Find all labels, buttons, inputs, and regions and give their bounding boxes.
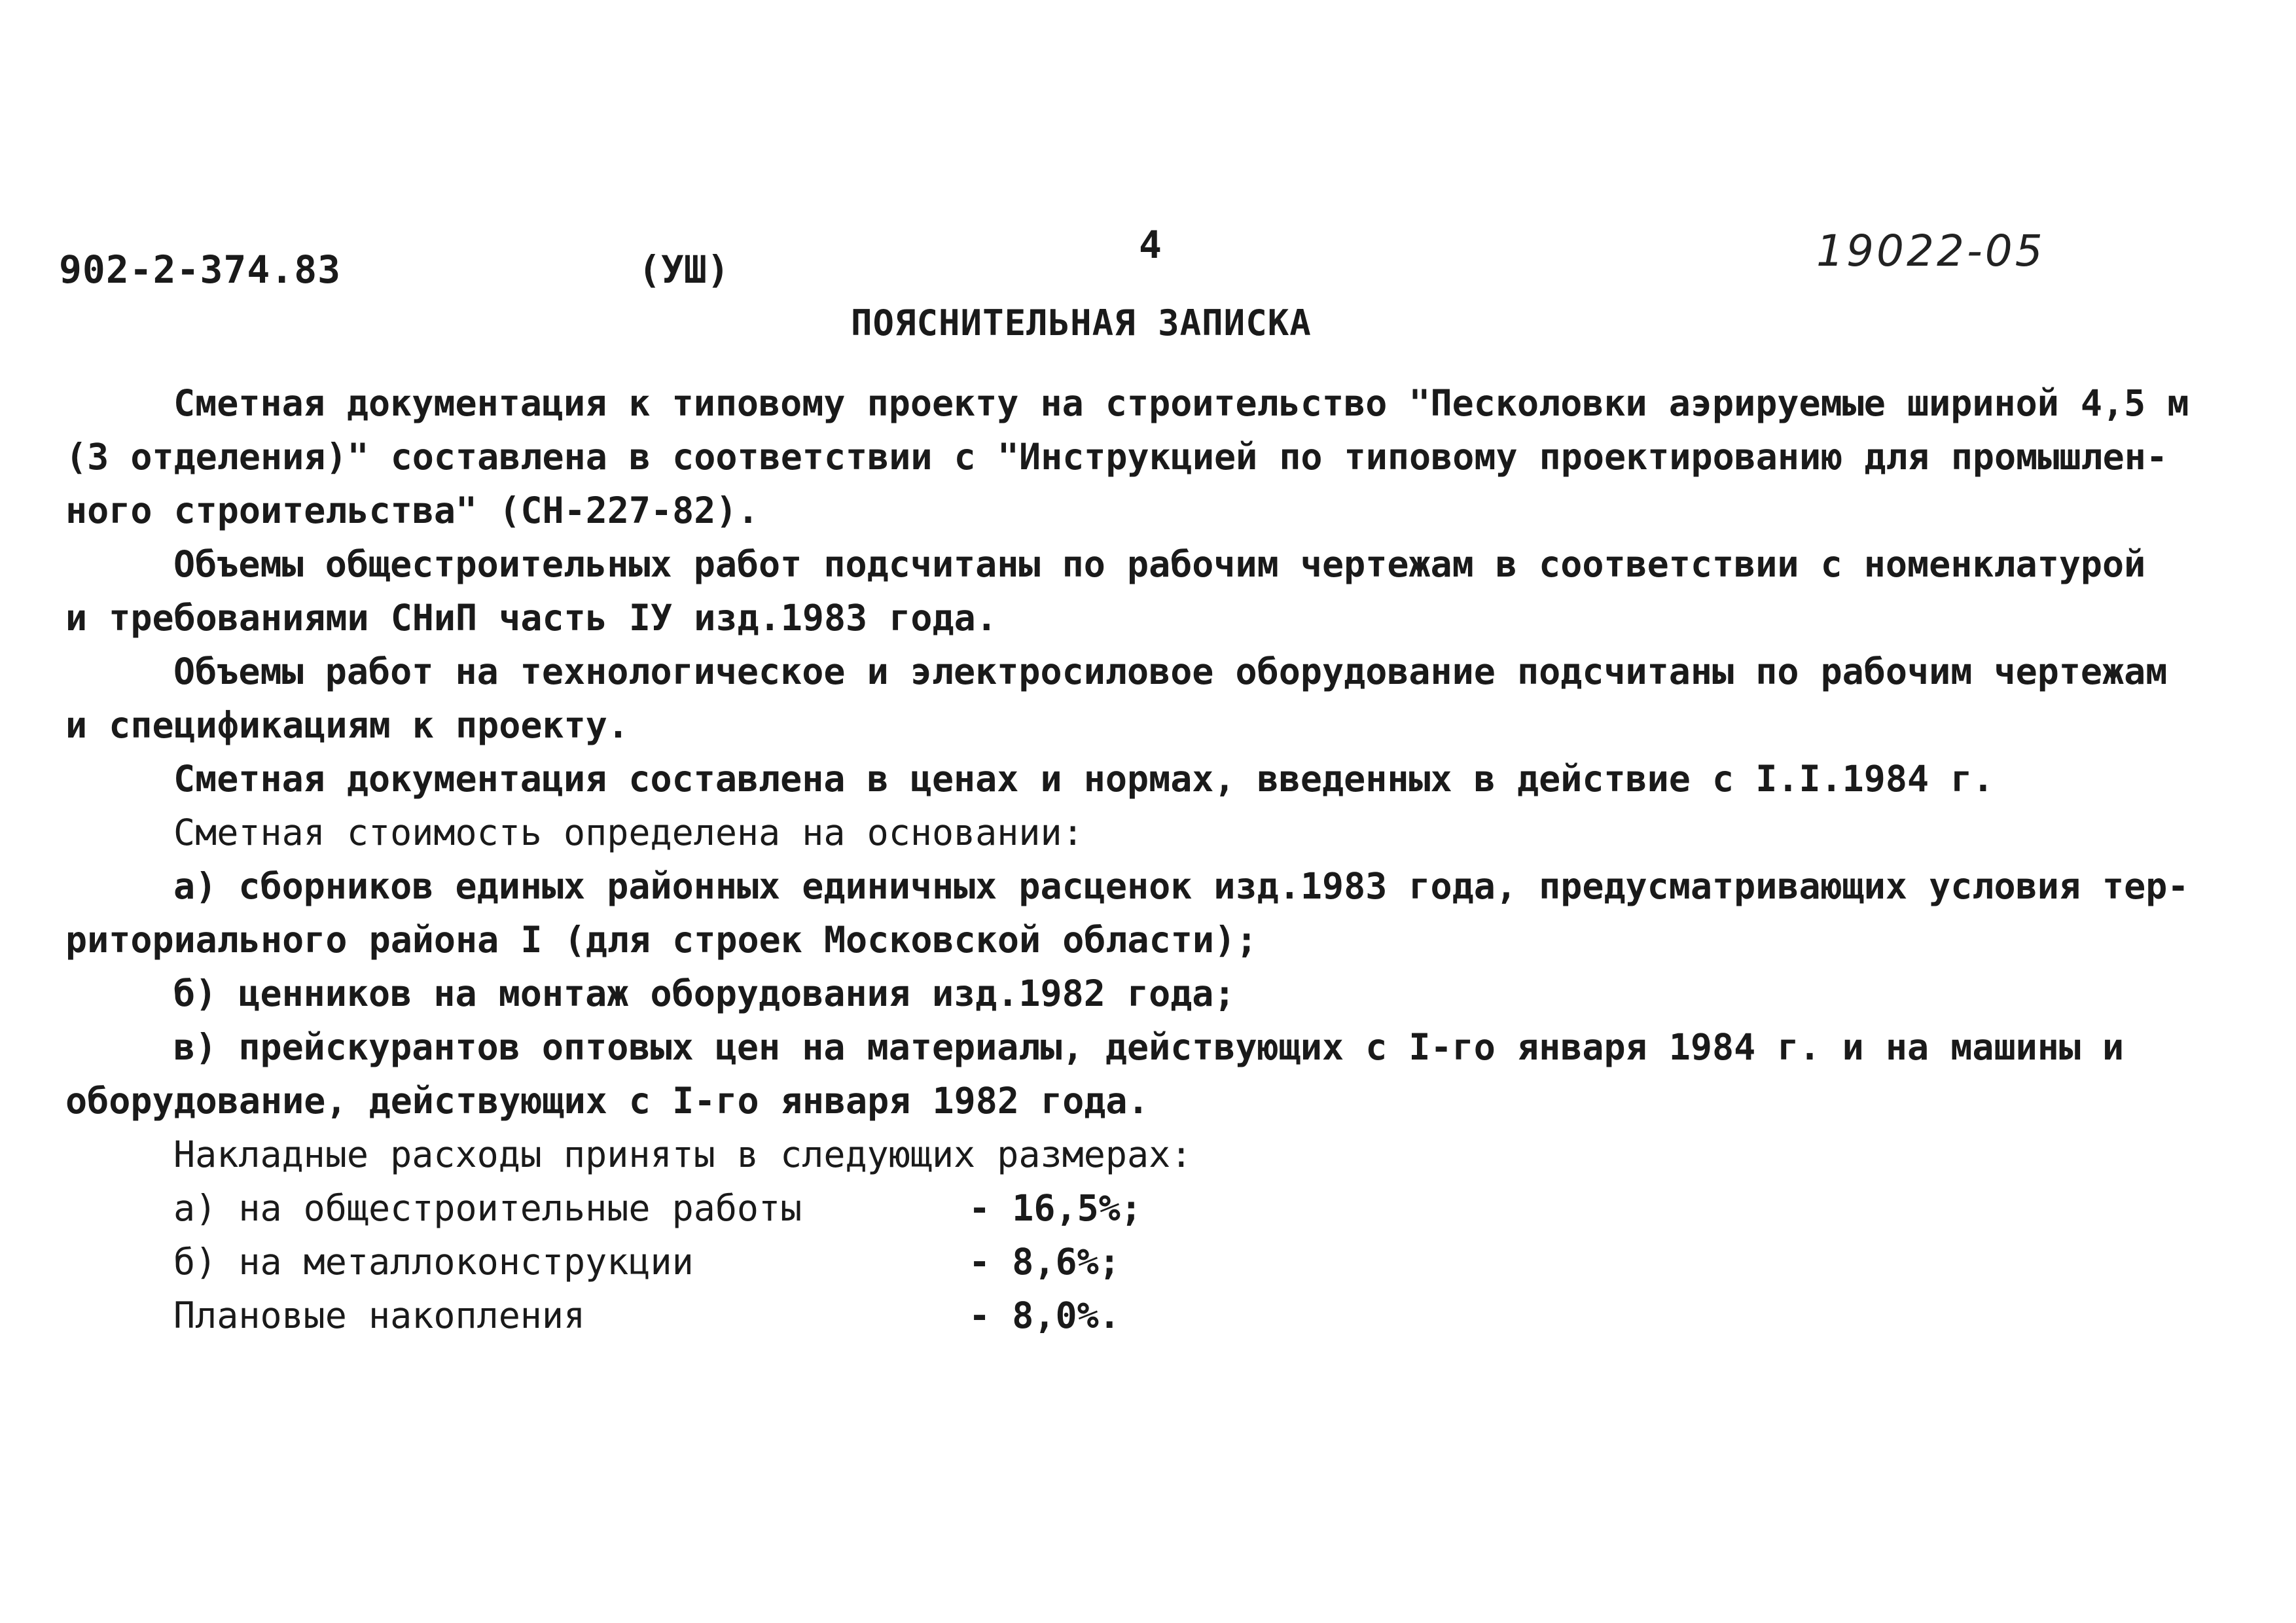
- overhead-row-label: а) на общестроительные работы: [173, 1187, 802, 1229]
- paragraph-3-line-1: Объемы работ на технологическое и электросиловое оборудование подсчитаны по рабочим чертежам: [173, 651, 2168, 692]
- overhead-row-label: Плановые накопления: [173, 1294, 586, 1336]
- item-v-line-2: оборудование, действующих с I-го января 1982 года.: [65, 1080, 1149, 1122]
- page-title: ПОЯСНИТЕЛЬНАЯ ЗАПИСКА: [851, 302, 1312, 344]
- paragraph-1-line-3: ного строительства" (СН-227-82).: [65, 490, 759, 531]
- paragraph-3-line-2: и спецификациям к проекту.: [65, 704, 629, 746]
- inventory-number: 19022-05: [1816, 226, 2045, 276]
- item-a-line-2: риториального района I (для строек Московской области);: [65, 919, 1258, 961]
- document-part: (УШ): [638, 247, 730, 292]
- overhead-row-value: - 8,6%;: [969, 1241, 1121, 1283]
- overhead-row-value: - 16,5%;: [969, 1187, 1142, 1229]
- item-a-line-1: а) сборников единых районных единичных расценок изд.1983 года, предусматривающих условия тер-: [173, 865, 2189, 907]
- paragraph-2-line-2: и требованиями СНиП часть IУ изд.1983 года.: [65, 597, 997, 639]
- paragraph-1-line-1: Сметная документация к типовому проекту на строительство "Песколовки аэрируемые шириной 4,5 м: [173, 382, 2189, 424]
- item-b: б) ценников на монтаж оборудования изд.1982 года;: [173, 972, 1236, 1014]
- paragraph-2-line-1: Объемы общестроительных работ подсчитаны по рабочим чертежам в соответствии с номенклатурой: [173, 543, 2146, 585]
- document-code: 902-2-374.83: [59, 247, 342, 292]
- paragraph-4: Сметная документация составлена в ценах и нормах, введенных в действие с I.I.1984 г.: [173, 758, 1994, 800]
- overhead-row: [65, 1289, 2225, 1342]
- paragraph-5: Сметная стоимость определена на основании:: [173, 812, 1084, 853]
- overhead-row: [65, 1181, 2225, 1235]
- overhead-row-label: б) на металлоконструкции: [173, 1241, 694, 1283]
- overheads-intro: Накладные расходы приняты в следующих размерах:: [173, 1133, 1193, 1175]
- page-number: 4: [1139, 223, 1162, 267]
- document-body: [65, 376, 2225, 1342]
- paragraph-1-line-2: (3 отделения)" составлена в соответствии с "Инструкцией по типовому проектированию для промышлен-: [65, 436, 2168, 478]
- overhead-row-value: - 8,0%.: [969, 1294, 1121, 1336]
- item-v-line-1: в) прейскурантов оптовых цен на материалы, действующих с I-го января 1984 г. и на машины и: [173, 1026, 2125, 1068]
- overhead-row: [65, 1235, 2225, 1289]
